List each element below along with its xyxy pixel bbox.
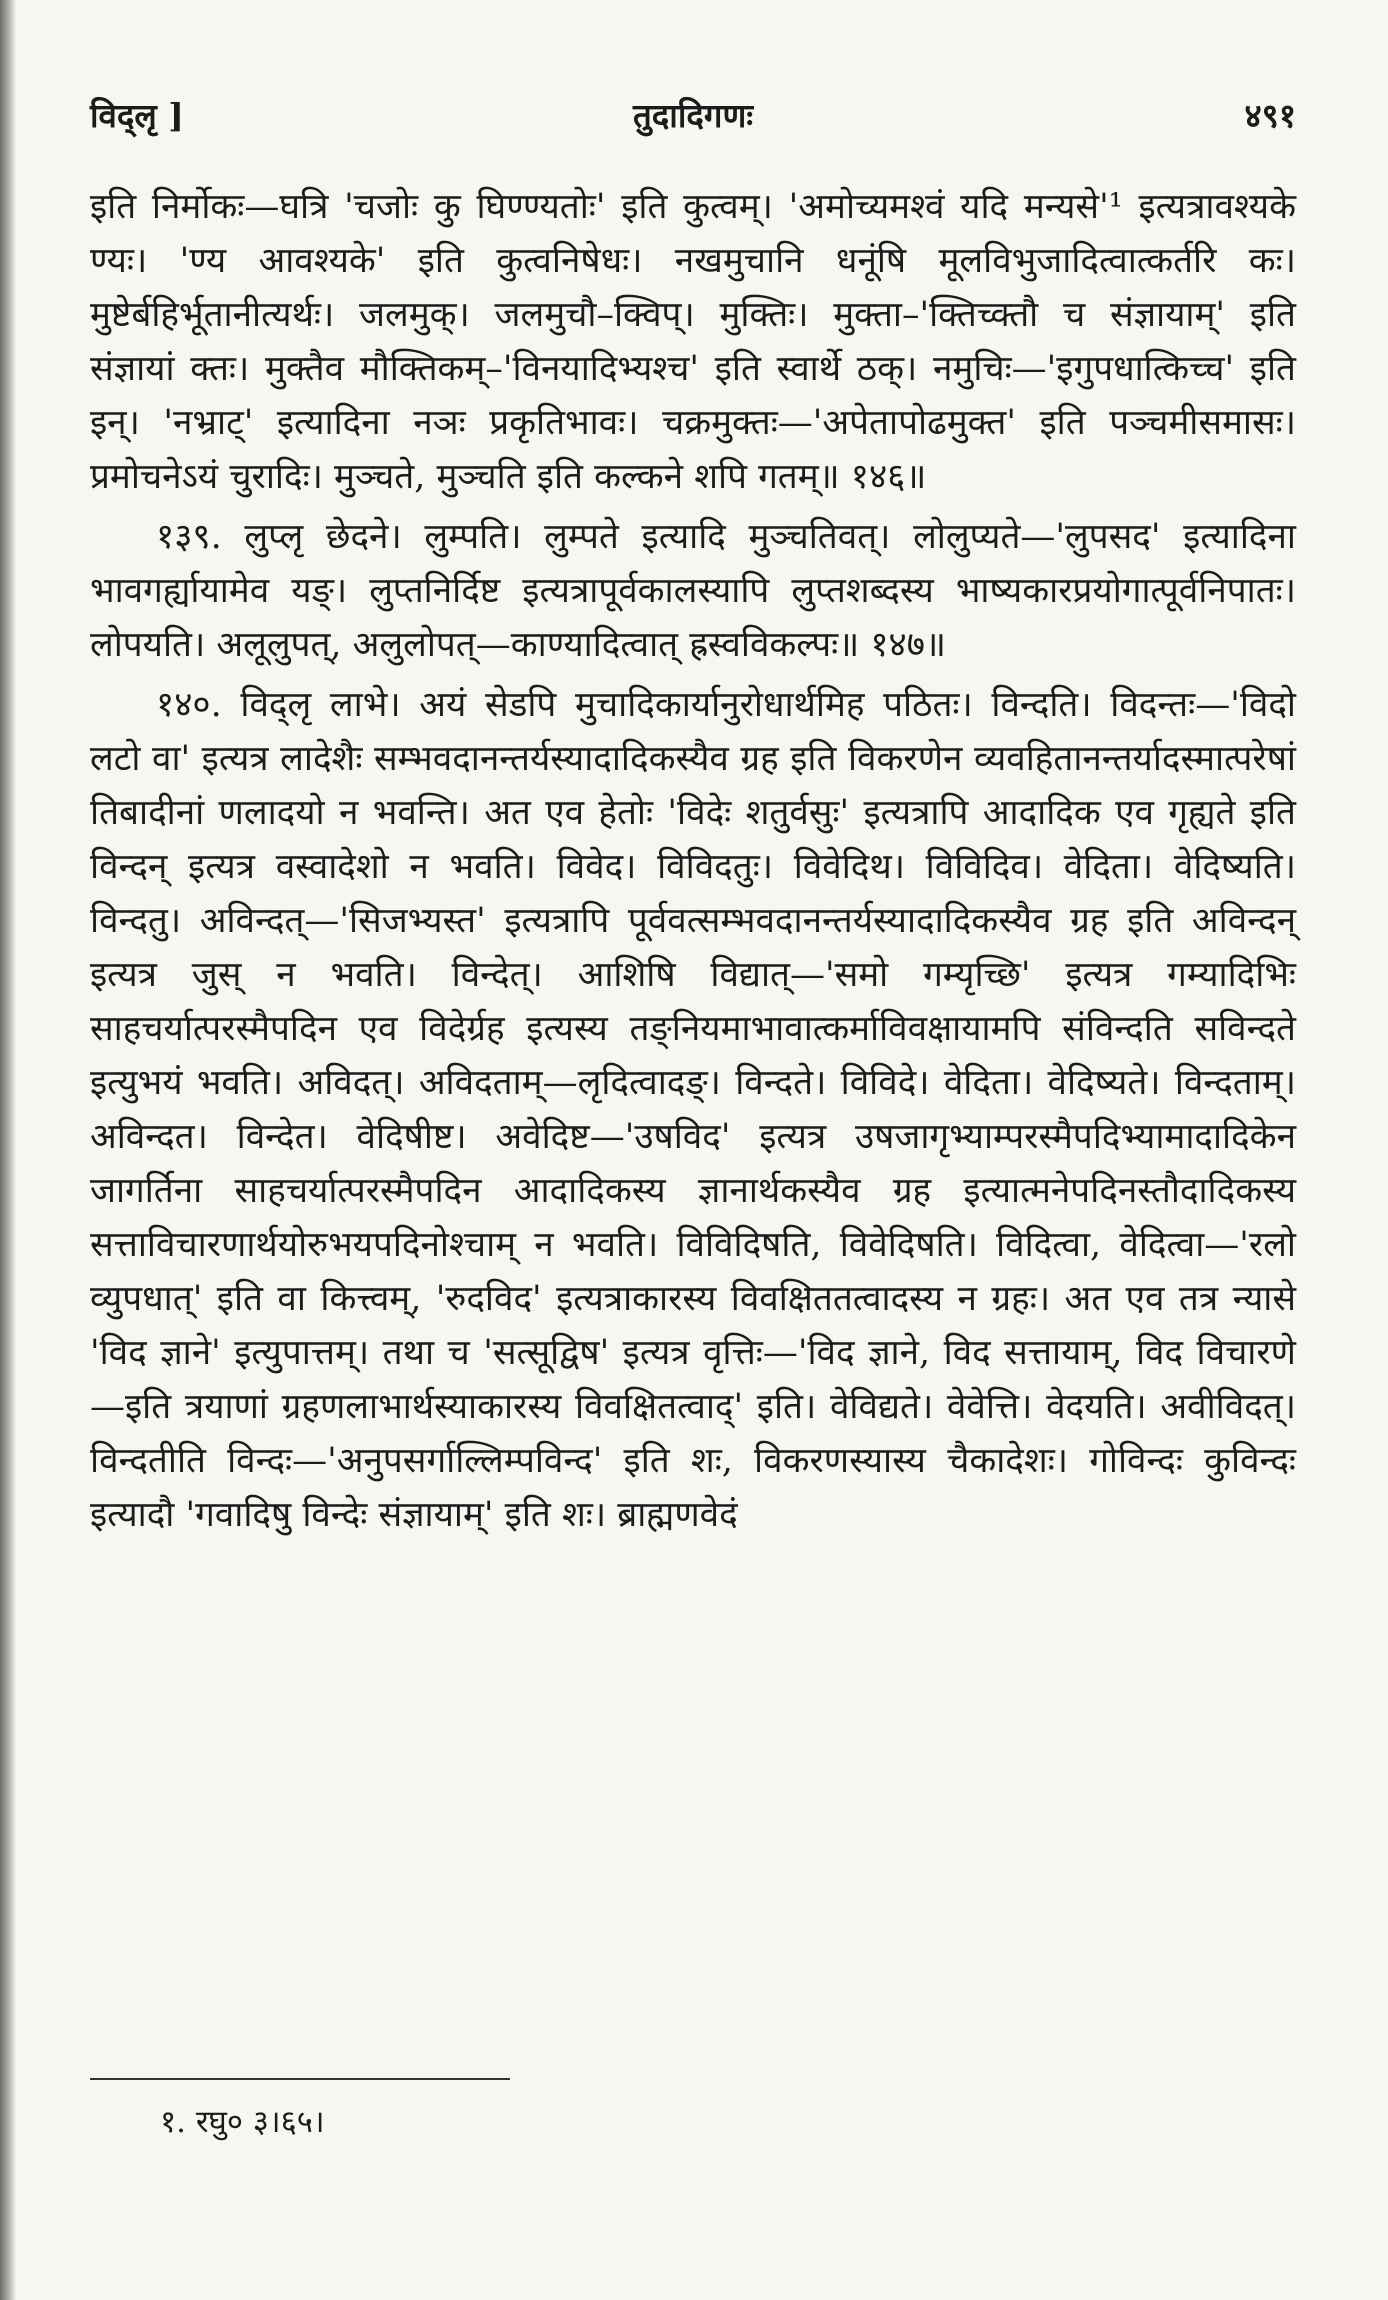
paragraph-sutra-140: १४०. विद्लृ लाभे। अयं सेडपि मुचादिकार्यानुरोधार्थमिह पठितः। विन्दति। विदन्तः—'विदो लटो वा' इत्यत्र लादेशैः सम्भवदानन्तर्यस्यादादिकस्यैव ग्रह इति विकरणेन व्यवहितानन्तर्यादस्मात्परेषां तिबादीनां णलादयो न भवन्ति। अत एव हेतोः 'विदेः शतुर्वसुः' इत्यत्रापि आदादिक एव गृह्यते इति विन्दन् इत्यत्र वस्वादेशो न भवति। विवेद। विविदतुः। विवेदिथ। विविदिव। वेदिता। वेदिष्यति। विन्दतु। अविन्दत्—'सिजभ्यस्त' इत्यत्रापि पूर्ववत्सम्भवदानन्तर्यस्यादादिकस्यैव ग्रह इति अविन्दन् इत्यत्र जुस् न भवति। विन्देत्। आशिषि विद्यात्—'समो गम्यृच्छि' इत्यत्र गम्यादिभिः साहचर्यात्परस्मैपदिन एव विदेर्ग्रह इत्यस्य तङ्नियमाभावात्कर्माविवक्षायामपि संविन्दति सविन्दते इत्युभयं भवति। अविदत्। अविदताम्—लृदित्वादङ्। विन्दते। विविदे। वेदिता। वेदिष्यते। विन्दताम्। अविन्दत। विन्देत। वेदिषीष्ट। अवेदिष्ट—'उषविद' इत्यत्र उषजागृभ्याम्परस्मैपदिभ्यामादादिकेन जागर्तिना साहचर्यात्परस्मैपदिन आदादिकस्य ज्ञानार्थकस्यैव ग्रह इत्यात्मनेपदिनस्तौदादिकस्य सत्ताविचारणार्थयोरुभयपदिनोश्चाम् न भवति। विविदिषति, विवेदिषति। विदित्वा, वेदित्वा—'रलो व्युपधात्' इति वा कित्त्वम्, 'रुदविद' इत्यत्राकारस्य विवक्षिततत्वादस्य न ग्रहः। अत एव तत्र न्यासे 'विद ज्ञाने' इत्युपात्तम्। तथा च 'सत्सूद्विष' इत्यत्र वृत्तिः—'विद ज्ञाने, विद सत्तायाम्, विद विचारणे—इति त्रयाणां ग्रहणलाभार्थस्याकारस्य विवक्षितत्वाद्' इति। वेविद्यते। वेवेत्ति। वेदयति। अवीविदत्। विन्दतीति विन्दः—'अनुपसर्गाल्लिम्पविन्द' इति शः, विकरणस्यास्य चैकादेशः। गोविन्दः कुविन्दः इत्यादौ 'गवादिषु विन्देः संज्ञायाम्' इति शः। ब्राह्मणवेदं xyxy=(90,685,1296,1535)
footnote: १. रघु० ३।६५। xyxy=(160,2104,325,2140)
page-number: ४९१ xyxy=(1244,96,1296,135)
footnote-divider xyxy=(90,2078,510,2080)
header-chapter-title: तुदादिगणः xyxy=(632,96,754,135)
paragraph-sutra-139: १३९. लुप्लृ छेदने। लुम्पति। लुम्पते इत्यादि मुञ्चतिवत्। लोलुप्यते—'लुपसद' इत्यादिना भावगर्ह्यायामेव यङ्। लुप्तनिर्दिष्ट इत्यत्रापूर्वकालस्यापि लुप्तशब्दस्य भाष्यकारप्रयोगात्पूर्वनिपातः। लोपयति। अलूलुपत्, अलुलोपत्—काण्यादित्वात् ह्रस्वविकल्पः॥ १४७॥ xyxy=(90,517,1296,665)
page-body xyxy=(90,180,1296,1542)
paragraph-continued: इति निर्मोकः—घत्रि 'चजोः कु घिण्ण्यतोः' इति कुत्वम्। 'अमोच्यमश्वं यदि मन्यसे'¹ इत्यत्रावश्यके ण्यः। 'ण्य आवश्यके' इति कुत्वनिषेधः। नखमुचानि धनूंषि मूलविभुजादित्वात्कर्तरि कः। मुष्टेर्बहिर्भूतानीत्यर्थः। जलमुक्। जलमुचौ–क्विप्। मुक्तिः। मुक्ता–'क्तिच्क्तौ च संज्ञायाम्' इति संज्ञायां क्तः। मुक्तैव मौक्तिकम्–'विनयादिभ्यश्च' इति स्वार्थे ठक्। नमुचिः—'इगुपधात्किच्च' इति इन्। 'नभ्राट्' इत्यादिना नञः प्रकृतिभावः। चक्रमुक्तः—'अपेतापोढमुक्त' इति पञ्चमीसमासः। प्रमोचनेऽयं चुरादिः। मुञ्चते, मुञ्चति इति कल्कने शपि गतम्॥ १४६॥ xyxy=(90,187,1296,497)
running-header xyxy=(90,92,1296,152)
header-section-label: विद्लृ ] xyxy=(90,96,184,135)
page-binding-shadow xyxy=(0,0,16,2300)
